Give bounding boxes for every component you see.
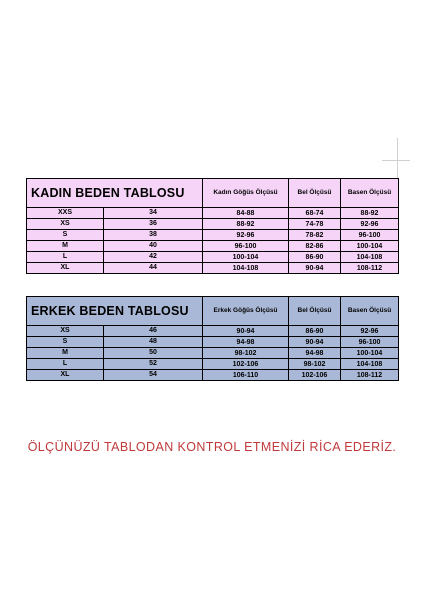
table-row xyxy=(27,241,399,252)
table-row xyxy=(27,370,399,381)
waist-value: 98-102 xyxy=(289,359,341,370)
size-label: S xyxy=(27,337,104,347)
size-label: S xyxy=(27,230,104,240)
waist-value: 94-98 xyxy=(289,348,341,359)
table-row xyxy=(27,359,399,370)
size-label: L xyxy=(27,359,104,369)
size-cell xyxy=(27,230,203,241)
chest-value: 98-102 xyxy=(203,348,289,359)
table-row xyxy=(27,230,399,241)
waist-value: 78-82 xyxy=(289,230,341,241)
size-number: 40 xyxy=(149,242,157,249)
check-size-note: ÖLÇÜNÜZÜ TABLODAN KONTROL ETMENİZİ RİCA EDERİZ. xyxy=(27,440,397,454)
chest-value: 84-88 xyxy=(203,208,289,219)
size-cell xyxy=(27,337,203,348)
size-cell xyxy=(27,348,203,359)
waist-value: 68-74 xyxy=(289,208,341,219)
chest-header: Erkek Göğüs Ölçüsü xyxy=(203,297,289,326)
table-header-row xyxy=(27,179,399,208)
hip-value: 96-100 xyxy=(341,230,399,241)
hip-value: 92-96 xyxy=(341,219,399,230)
size-label: L xyxy=(27,252,104,262)
chest-value: 96-100 xyxy=(203,241,289,252)
waist-header: Bel Ölçüsü xyxy=(289,297,341,326)
size-number: 52 xyxy=(149,360,157,367)
size-number: 34 xyxy=(149,209,157,216)
hip-value: 100-104 xyxy=(341,241,399,252)
table-row xyxy=(27,348,399,359)
hip-value: 88-92 xyxy=(341,208,399,219)
hip-value: 92-96 xyxy=(341,326,399,337)
hip-value: 96-100 xyxy=(341,337,399,348)
hip-value: 104-108 xyxy=(341,359,399,370)
men-size-table xyxy=(26,296,399,381)
size-label: XS xyxy=(27,219,104,229)
chest-value: 104-108 xyxy=(203,263,289,274)
waist-value: 82-86 xyxy=(289,241,341,252)
chest-value: 106-110 xyxy=(203,370,289,381)
size-cell xyxy=(27,359,203,370)
size-label: M xyxy=(27,241,104,251)
waist-value: 90-94 xyxy=(289,337,341,348)
size-cell xyxy=(27,241,203,252)
women-table-title: KADIN BEDEN TABLOSU xyxy=(27,179,203,208)
size-cell xyxy=(27,263,203,274)
size-label: XL xyxy=(27,370,104,380)
size-number: 50 xyxy=(149,349,157,356)
page-guide-line xyxy=(382,160,410,161)
waist-value: 86-90 xyxy=(289,326,341,337)
waist-value: 102-106 xyxy=(289,370,341,381)
chest-value: 88-92 xyxy=(203,219,289,230)
chest-header: Kadın Göğüs Ölçüsü xyxy=(203,179,289,208)
chest-value: 100-104 xyxy=(203,252,289,263)
hip-value: 104-108 xyxy=(341,252,399,263)
table-row xyxy=(27,208,399,219)
waist-value: 86-90 xyxy=(289,252,341,263)
table-row xyxy=(27,326,399,337)
size-cell xyxy=(27,370,203,381)
size-label: XXS xyxy=(27,208,104,218)
hip-header: Basen Ölçüsü xyxy=(341,297,399,326)
waist-value: 74-78 xyxy=(289,219,341,230)
men-table-title: ERKEK BEDEN TABLOSU xyxy=(27,297,203,326)
size-cell xyxy=(27,208,203,219)
size-number: 44 xyxy=(149,264,157,271)
hip-value: 108-112 xyxy=(341,370,399,381)
table-row xyxy=(27,337,399,348)
size-number: 46 xyxy=(149,327,157,334)
size-cell xyxy=(27,326,203,337)
chest-value: 90-94 xyxy=(203,326,289,337)
size-label: XS xyxy=(27,326,104,336)
waist-header: Bel Ölçüsü xyxy=(289,179,341,208)
chest-value: 102-106 xyxy=(203,359,289,370)
size-number: 48 xyxy=(149,338,157,345)
table-row xyxy=(27,263,399,274)
women-size-table xyxy=(26,178,399,274)
hip-header: Basen Ölçüsü xyxy=(341,179,399,208)
size-number: 38 xyxy=(149,231,157,238)
size-cell xyxy=(27,252,203,263)
hip-value: 108-112 xyxy=(341,263,399,274)
hip-value: 100-104 xyxy=(341,348,399,359)
waist-value: 90-94 xyxy=(289,263,341,274)
size-label: M xyxy=(27,348,104,358)
table-row xyxy=(27,252,399,263)
size-cell xyxy=(27,219,203,230)
size-number: 54 xyxy=(149,371,157,378)
table-header-row xyxy=(27,297,399,326)
chest-value: 92-96 xyxy=(203,230,289,241)
size-number: 36 xyxy=(149,220,157,227)
table-row xyxy=(27,219,399,230)
chest-value: 94-98 xyxy=(203,337,289,348)
size-label: XL xyxy=(27,263,104,273)
size-number: 42 xyxy=(149,253,157,260)
